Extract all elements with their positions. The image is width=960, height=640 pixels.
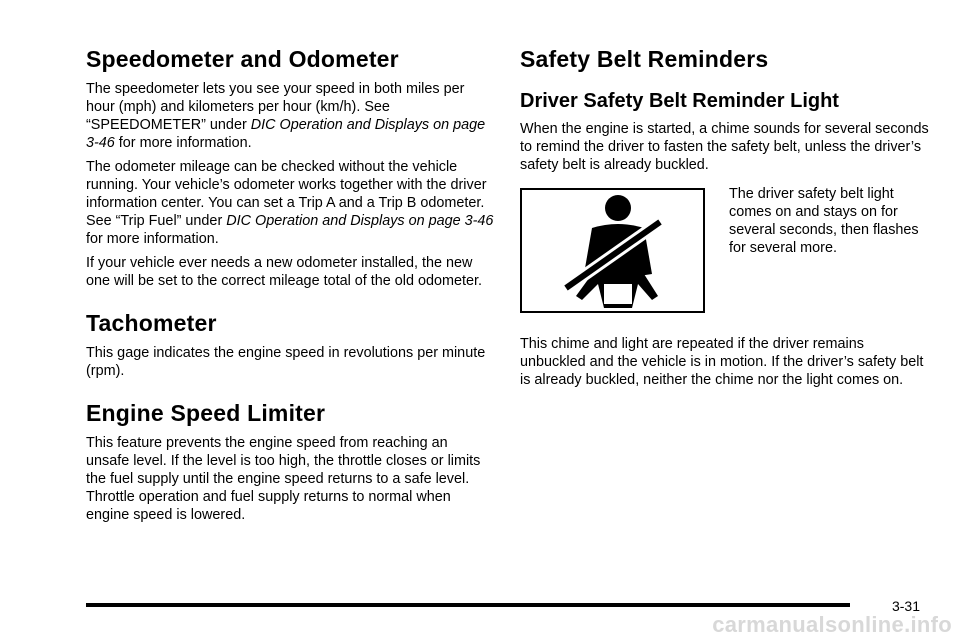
odometer-replacement-paragraph: If your vehicle ever needs a new odometer installed, the new one will be set to the correct mileage total of the old odometer. [86, 255, 482, 289]
belt-reminder-paragraph-2: This chime and light are repeated if the driver remains unbuckled and the vehicle is in motion. If the driver’s safety belt is already buckled, neither the chime nor the light comes on. [520, 336, 924, 388]
safety-belt-reminders-heading: Safety Belt Reminders [520, 46, 769, 72]
driver-belt-light-subheading: Driver Safety Belt Reminder Light [520, 90, 839, 112]
tachometer-heading: Tachometer [86, 310, 217, 336]
belt-reminder-paragraph-1: When the engine is started, a chime sounds for several seconds to remind the driver to fasten the safety belt, unless the driver’s safety belt is already buckled. [520, 121, 929, 173]
speedometer-p1-reference: DIC Operation and Displays on page 3-46 [86, 117, 486, 151]
footer-rule [86, 603, 850, 607]
engine-speed-limiter-heading: Engine Speed Limiter [86, 400, 326, 426]
tachometer-paragraph: This gage indicates the engine speed in revolutions per minute (rpm). [86, 345, 486, 379]
safety-belt-light-icon-frame [520, 188, 705, 313]
page-number: 3-31 [891, 598, 920, 614]
belt-light-caption [729, 188, 929, 313]
left-column [86, 44, 494, 530]
speedometer-heading: Speedometer and Odometer [86, 46, 399, 72]
belt-light-figure-row [520, 188, 930, 313]
right-column [520, 44, 930, 395]
speedometer-p1-tail: for more information. [114, 135, 252, 151]
belt-light-caption-text: The driver safety belt light comes on and stays on for several seconds, then flashes for several more. [729, 186, 919, 256]
odometer-paragraph [86, 158, 494, 248]
odometer-p2-text: The odometer mileage can be checked without the vehicle running. Your vehicle’s odometer works together with the driver information center. You can set a Trip A and a Trip B odometer. See “Trip Fuel” under [86, 159, 487, 229]
odometer-p2-reference: DIC Operation and Displays on page 3-46 [226, 213, 494, 229]
engine-speed-limiter-paragraph: This feature prevents the engine speed from reaching an unsafe level. If the level is too high, the throttle closes or limits the fuel supply until the engine speed returns to a safe level. Throttle operation and fuel supply returns to normal when engine speed is lowered. [86, 435, 481, 523]
speedometer-paragraph-1 [86, 80, 494, 152]
safety-belt-icon [558, 192, 668, 310]
watermark: carmanualsonline.info [712, 612, 952, 637]
speedometer-p1-text: The speedometer lets you see your speed in both miles per hour (mph) and kilometers per hour (km/h). See “SPEEDOMETER” under [86, 81, 465, 133]
odometer-p2-tail: for more information. [86, 231, 219, 247]
